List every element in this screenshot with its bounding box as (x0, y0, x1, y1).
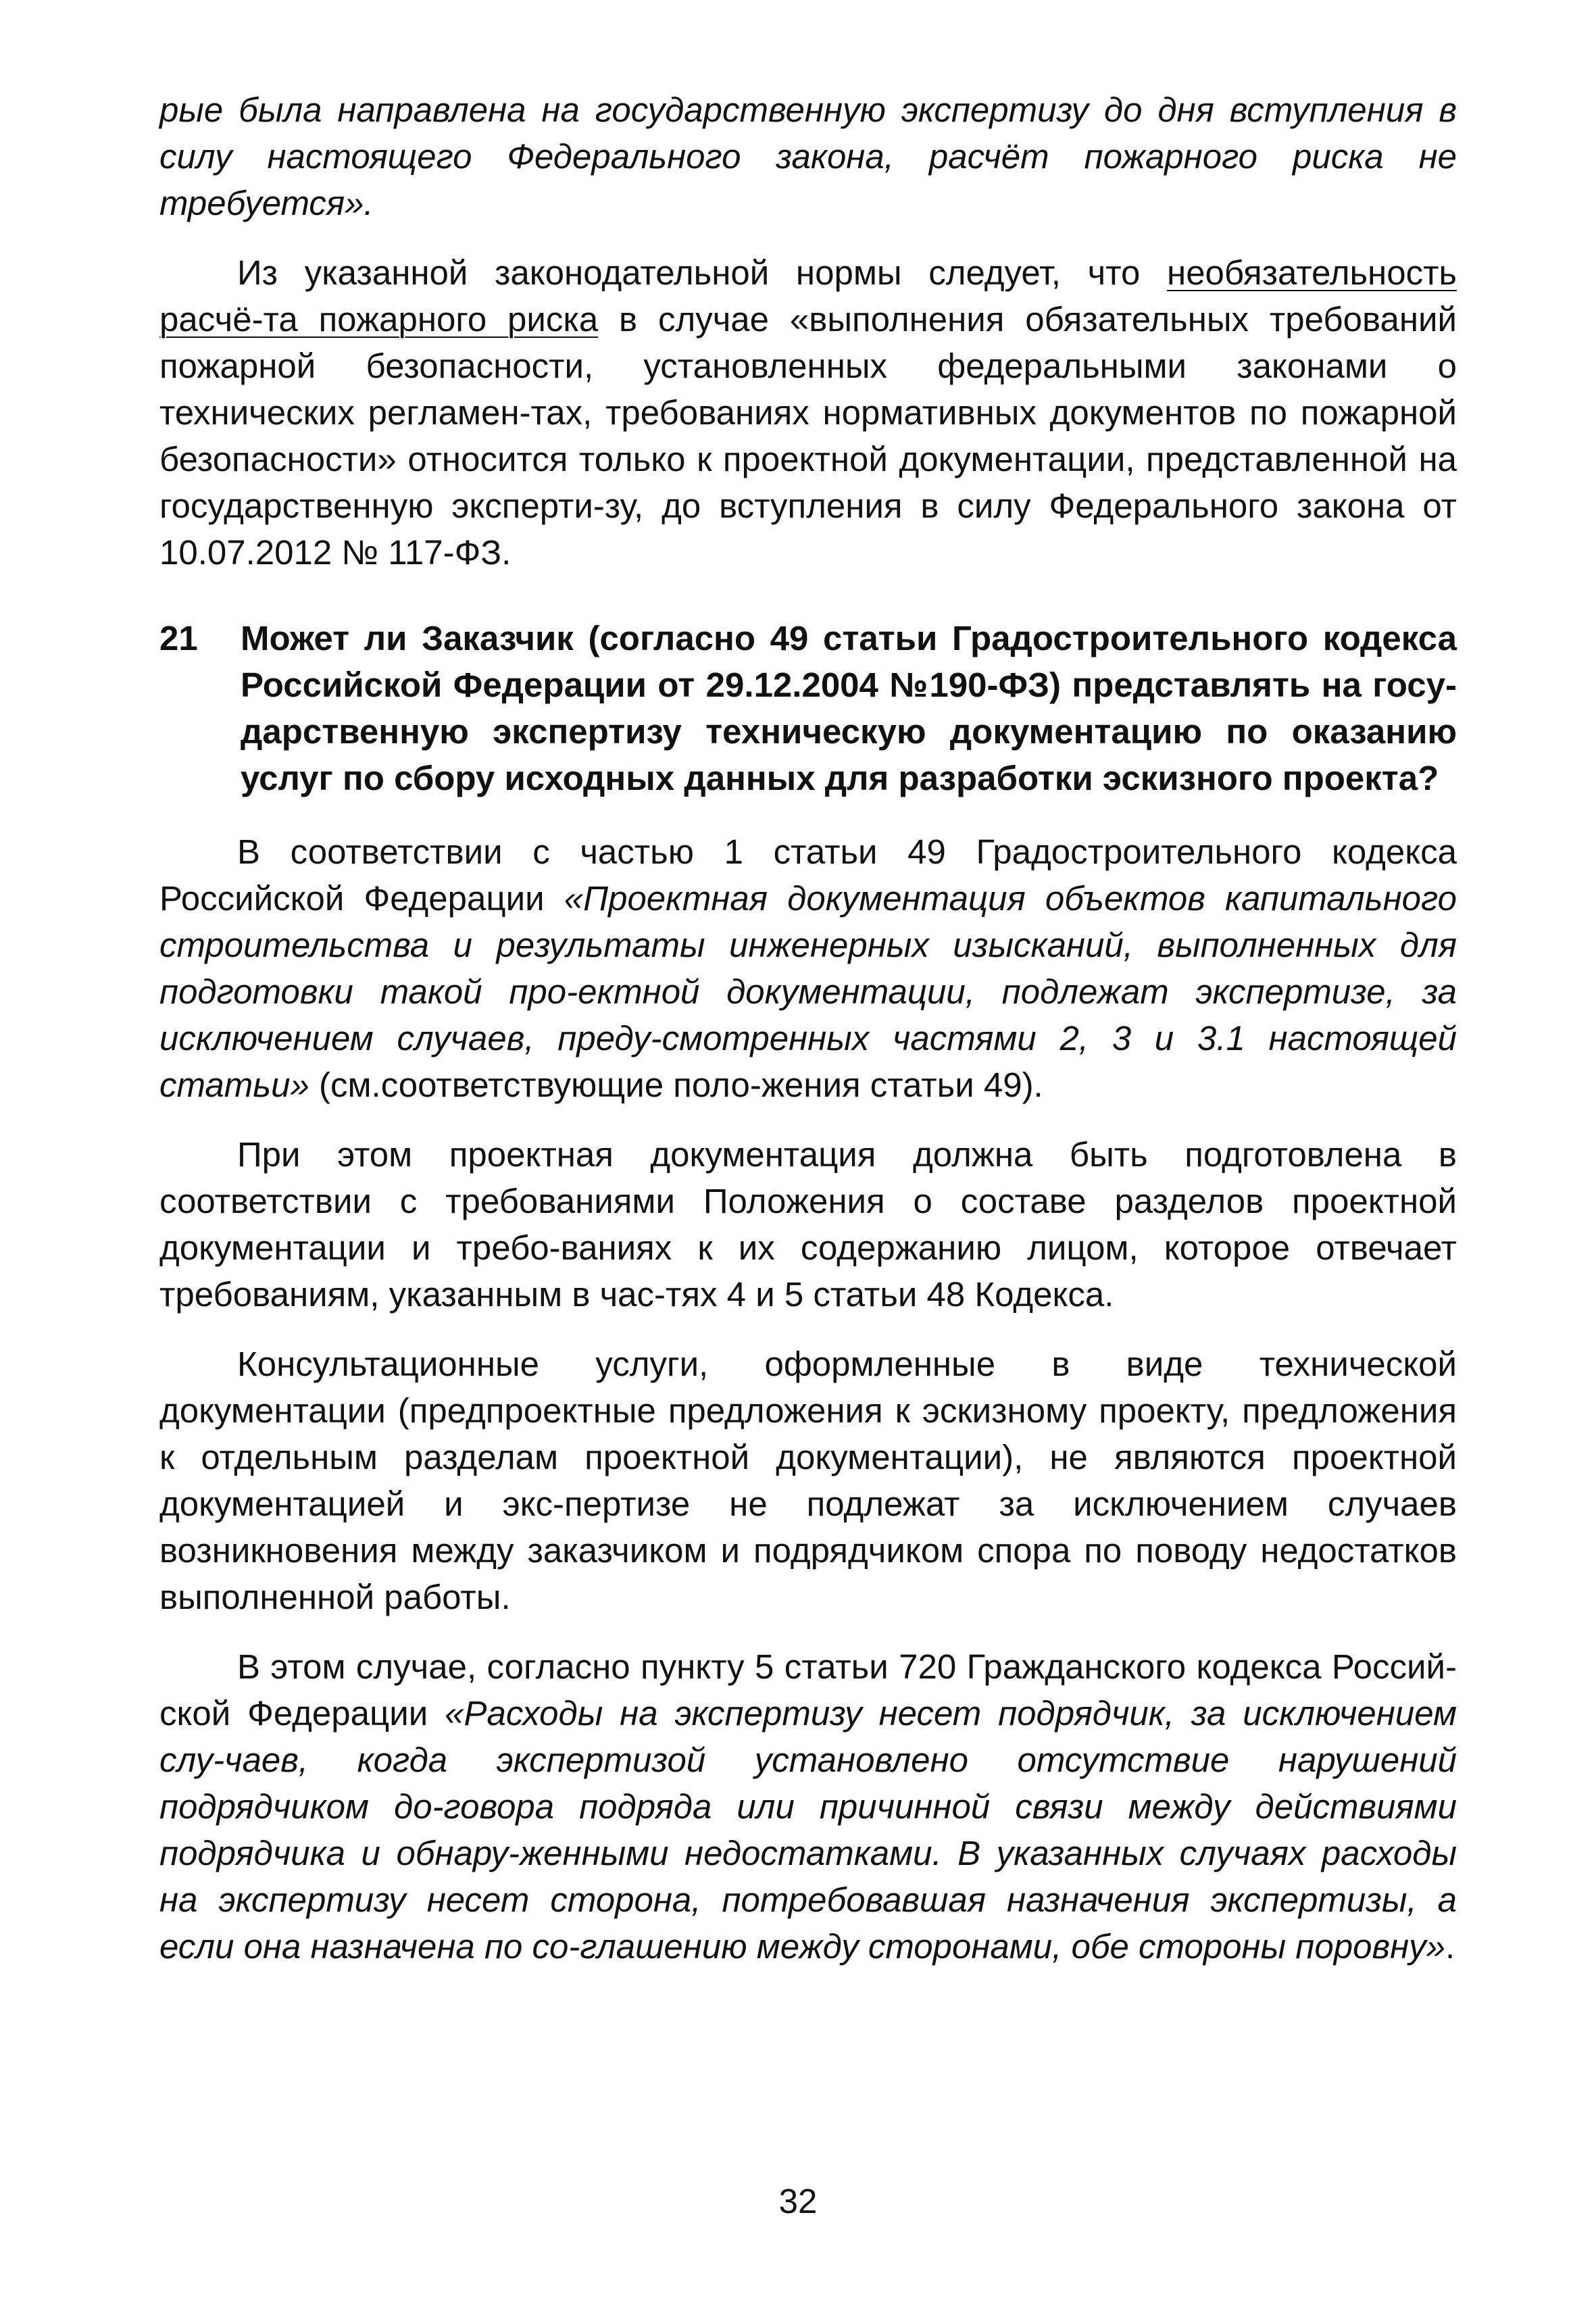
paragraph-requirements: При этом проектная документация должна быть подготовлена в соответствии с требованиями Положения о составе разделов проектной документации и требо-ваниях к их содержанию лицом, которое отвечает требованиям, указанным в час-тях 4 и 5 статьи 48 Кодекса. (159, 1135, 1457, 1314)
paragraph-article-720 (159, 1643, 1457, 1970)
document-page (159, 86, 1457, 1970)
article-720-text-end: . (1445, 1927, 1455, 1966)
fire-risk-text-end: в случае «выполнения обязательных требований пожарной безопасности, установленных федеральными законами о технических регламен-тах, требованиях нормативных документов по пожарной безопасности» относится только к проектной документации, представленной на государственную эксперти-зу, до вступления в силу Федерального закона от 10.07.2012 № 117-ФЗ. (159, 300, 1457, 572)
continuation-paragraph: рые была направлена на государственную экспертизу до дня вступления в силу настоящего Федерального закона, расчёт пожарного риска не требуется». (159, 91, 1457, 222)
question-number: 21 (159, 619, 198, 657)
fire-risk-underlined-b: та пожарного риска (263, 300, 599, 339)
article-720-text-start: В этом случае, согласно пункту 5 статьи 720 Гражданского кодекса Россий-ской Федерации (159, 1647, 1457, 1733)
page-number: 32 (778, 2182, 818, 2220)
paragraph-article-49 (159, 828, 1457, 1108)
paragraph-consulting: Консультационные услуги, оформленные в виде технической документации (предпроектные предложения к эскизному проекту, предложения к отдельным разделам проектной документации), не являются проектной документацией и экс-пертизе не подлежат за исключением случаев возникновения между заказчиком и подрядчиком спора по поводу недостатков выполненной работы. (159, 1345, 1457, 1616)
article-49-text-end: (см.соответствующие поло-жения статьи 49). (309, 1066, 1043, 1104)
question-text: Может ли Заказчик (согласно 49 статьи Градостроительного кодекса Российской Федерации от 29.12.2004 №190-ФЗ) представлять на госу-дарственную экспертизу техническую документацию по оказанию услуг по сбору исходных данных для разработки эскизного проекта? (241, 619, 1457, 797)
article-49-text-start: В соответствии с частью 1 статьи 49 Градостроительного кодекса Российской Федерации (159, 832, 1457, 918)
paragraph-fire-risk (159, 249, 1457, 576)
article-720-quote: «Расходы на экспертизу несет подрядчик, за исключением слу-чаев, когда экспертизой установлено отсутствие нарушений подрядчиком до-говора подряда или причинной связи между действиями подрядчика и обнару-женными недостатками. В указанных случаях расходы на экспертизу несет сторона, потребовавшая назначения экспертизы, а если она назначена по со-глашению между сторонами, обе стороны поровну» (159, 1694, 1457, 1966)
article-49-quote: «Проектная документация объектов капитального строительства и результаты инженерных изысканий, выполненных для подготовки такой про-ектной документации, подлежат экспертизе, за исключением случаев, преду-смотренных частями 2, 3 и 3.1 настоящей статьи» (159, 879, 1457, 1104)
fire-risk-text-start: Из указанной законодательной нормы следует, что (237, 253, 1168, 292)
question-21 (159, 615, 1457, 801)
fire-risk-underlined-a: необязательность расчё- (159, 253, 1457, 339)
